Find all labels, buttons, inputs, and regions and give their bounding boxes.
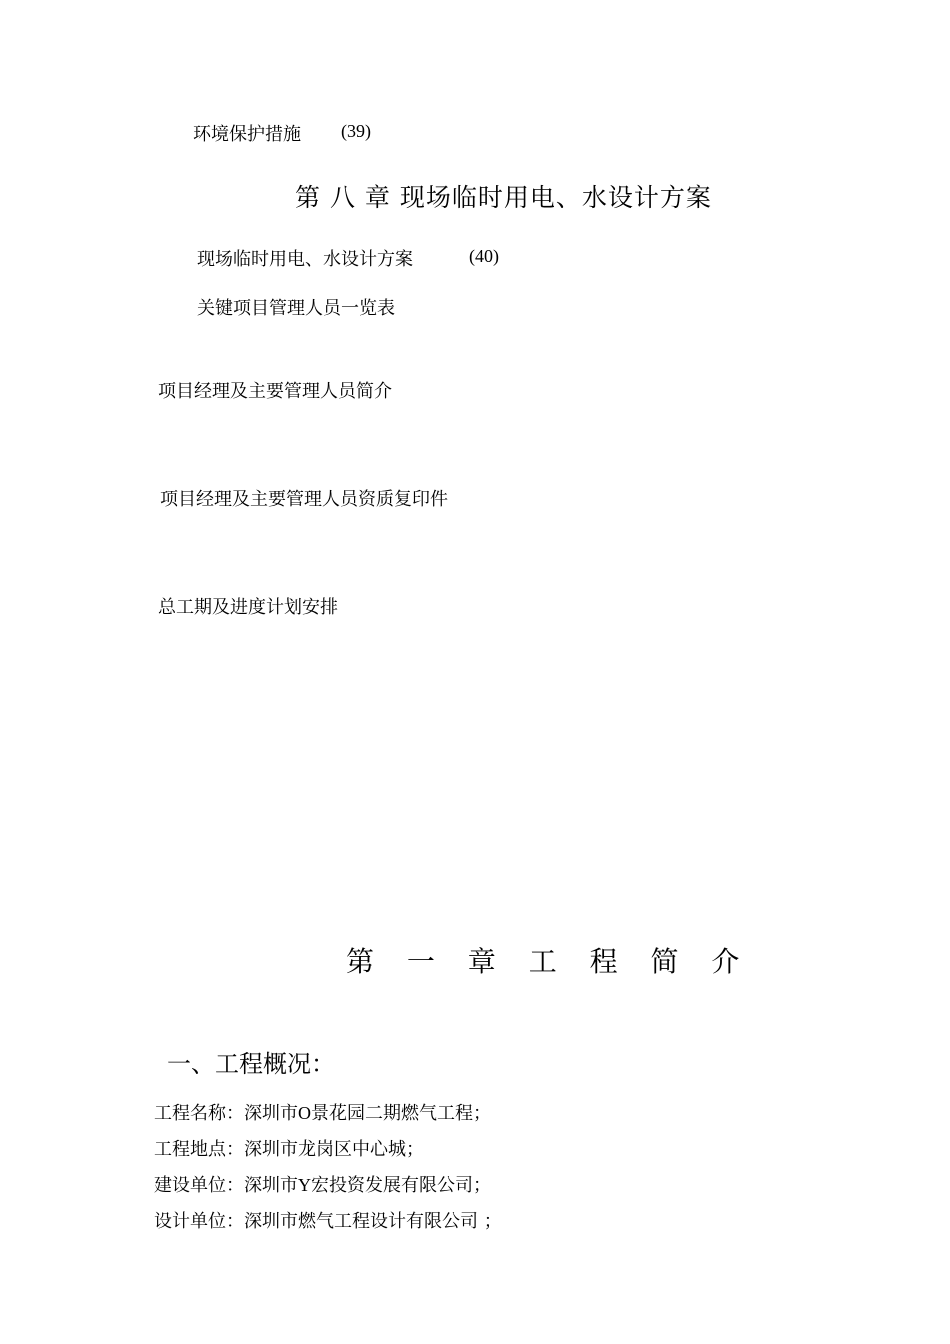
- toc-page-number: (39): [341, 121, 371, 141]
- section-1-heading: 一、工程概况：: [167, 1050, 335, 1078]
- field-value: Y: [298, 1175, 311, 1195]
- chapter-8-heading: 第 八 章 现场临时用电、水设计方案: [295, 183, 712, 212]
- chapter-1-title: 第 一 章 工 程 简 介: [346, 945, 752, 978]
- client-line: [154, 1171, 491, 1197]
- toc-item-label: 环境保护措施: [193, 124, 301, 145]
- field-value: 深圳市: [244, 1175, 298, 1196]
- field-value: 深圳市: [244, 1103, 298, 1124]
- project-location-line: [154, 1135, 424, 1161]
- toc-item-key-personnel: 关键项目管理人员一览表: [197, 298, 395, 319]
- toc-item-power-water-plan: [197, 245, 413, 271]
- section-schedule: 总工期及进度计划安排: [158, 597, 338, 618]
- field-value: O: [298, 1103, 311, 1123]
- field-label: 设计单位：: [154, 1211, 244, 1232]
- project-name-line: [154, 1099, 491, 1125]
- toc-page-number: (40): [469, 246, 499, 266]
- field-label: 建设单位：: [154, 1175, 244, 1196]
- field-value: 宏投资发展有限公司；: [311, 1175, 491, 1196]
- section-pm-intro: 项目经理及主要管理人员简介: [158, 381, 392, 402]
- toc-item-label: 现场临时用电、水设计方案: [197, 249, 413, 270]
- field-value: 深圳市龙岗区中心城；: [244, 1139, 424, 1160]
- field-label: 工程地点：: [154, 1139, 244, 1160]
- field-value: 深圳市燃气工程设计有限公司 ；: [244, 1211, 502, 1232]
- field-label: 工程名称：: [154, 1103, 244, 1124]
- section-pm-certificates: 项目经理及主要管理人员资质复印件: [160, 489, 448, 510]
- designer-line: [154, 1207, 502, 1233]
- toc-item-environment-protection: [193, 120, 301, 146]
- field-value: 景花园二期燃气工程；: [311, 1103, 491, 1124]
